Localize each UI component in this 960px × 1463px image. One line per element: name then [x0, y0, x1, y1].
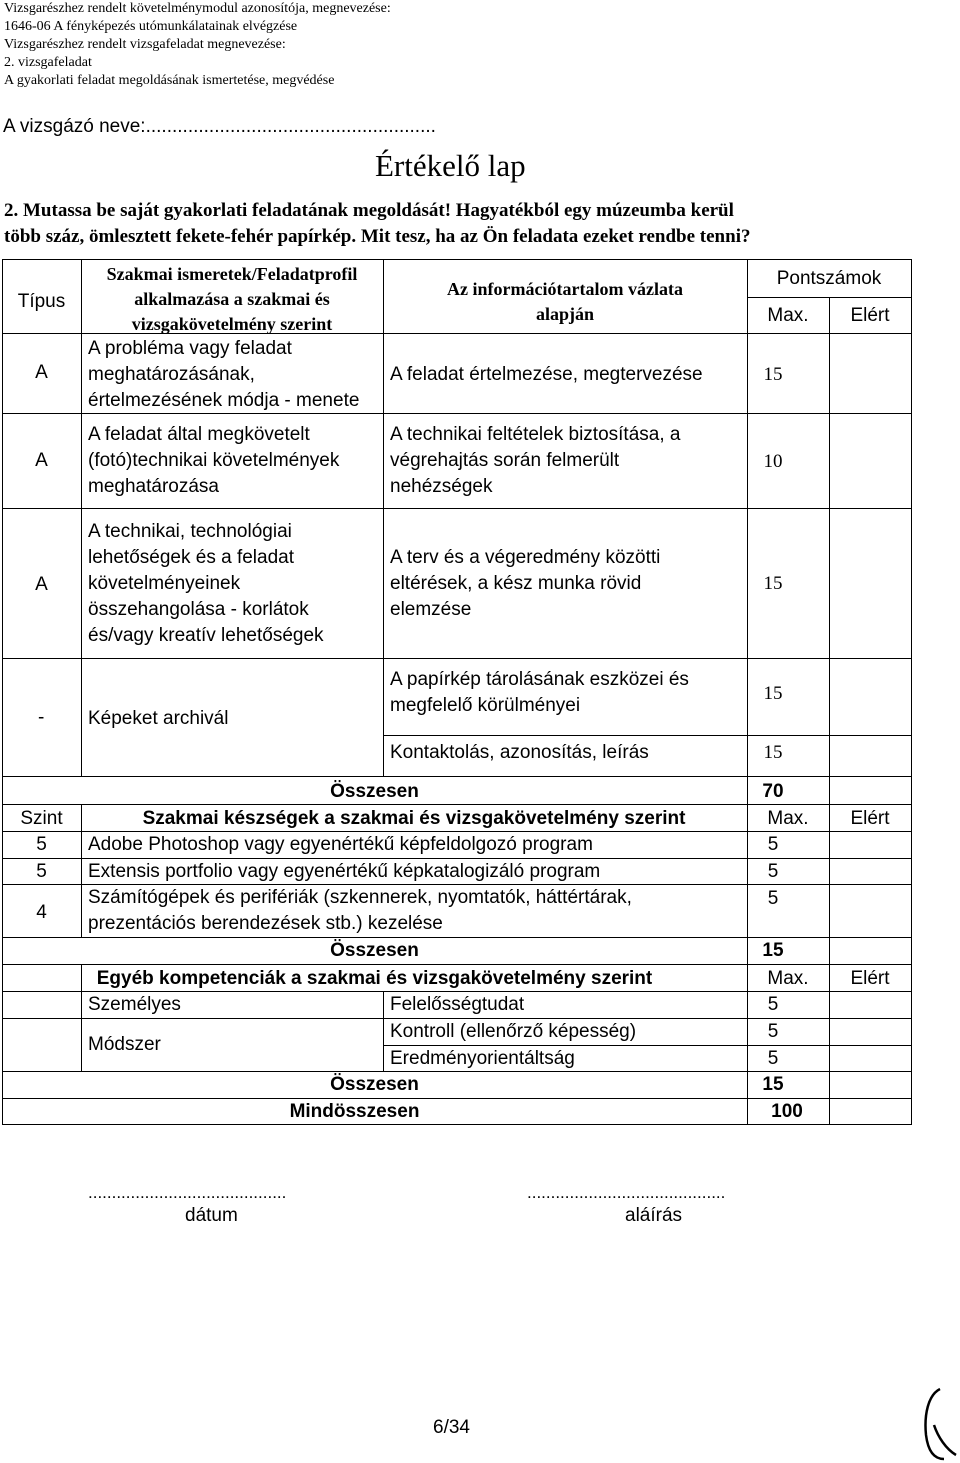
task-line-2: több száz, ömlesztett fekete-fehér papírkép. Mit tesz, ha az Ön feladata ezeket rendbe tenni? — [4, 226, 751, 247]
task-label: Vizsgarészhez rendelt vizsgafeladat megnevezése: — [4, 37, 286, 52]
row2-info: A technikai feltételek biztosítása, a végrehajtás során felmerült nehézségek — [390, 424, 681, 497]
skill1-text: Adobe Photoshop vagy egyenértékű képfeldolgozó program — [88, 834, 593, 855]
skill2-max: 5 — [767, 861, 779, 882]
row1-type: A — [35, 362, 48, 383]
row3-type: A — [35, 574, 48, 595]
date-dots: .......................................... — [88, 1183, 287, 1202]
col-header-achieved: Elért — [850, 305, 890, 326]
row3-knowledge: A technikai, technológiai lehetőségek és a feladat követelményeinek összehangolása - korlátok és/vagy kreatív lehetőségek — [88, 521, 324, 646]
subtotal-value: 70 — [762, 781, 784, 802]
module-label: Vizsgarészhez rendelt követelménymodul azonosítója, megnevezése: — [4, 1, 391, 16]
task-number: 2. vizsgafeladat — [4, 55, 92, 70]
task-name: A gyakorlati feladat megoldásának ismertetése, megvédése — [4, 73, 335, 88]
grand-total-value: 100 — [771, 1101, 803, 1122]
skills-max-header: Max. — [767, 808, 809, 829]
skills-achieved-header: Elért — [850, 808, 890, 829]
row1-info: A feladat értelmezése, megtervezése — [390, 364, 703, 385]
page-number: 6/34 — [433, 1417, 470, 1438]
row1-knowledge: A probléma vagy feladat meghatározásának, értelmezésének módja - menete — [88, 338, 360, 411]
competences-achieved-header: Elért — [850, 968, 890, 989]
grand-total-label: Mindösszesen — [289, 1101, 420, 1122]
skills-total-value: 15 — [762, 940, 784, 961]
module-name: 1646-06 A fényképezés utómunkálatainak elvégzése — [4, 19, 298, 34]
responsibility-max: 5 — [767, 994, 779, 1015]
skill2-level: 5 — [36, 861, 47, 882]
row4-max-a: 15 — [763, 683, 783, 704]
sheet-title: Értékelő lap — [375, 148, 526, 183]
row3-max: 15 — [763, 573, 783, 594]
col-header-points: Pontszámok — [776, 268, 882, 289]
method-label: Módszer — [88, 1034, 161, 1055]
signature-label: aláírás — [625, 1205, 683, 1226]
skill1-level: 5 — [36, 834, 47, 855]
result-orientation-label: Eredményorientáltság — [390, 1048, 575, 1069]
col-header-info: Az információtartalom vázlata alapján — [447, 279, 683, 324]
task-line-1: 2. Mutassa be saját gyakorlati feladatának megoldását! Hagyatékból egy múzeumba kerül — [4, 200, 734, 221]
row4-info-b: Kontaktolás, azonosítás, leírás — [390, 742, 649, 763]
signature-dots: .......................................... — [527, 1183, 726, 1202]
competences-header: Egyéb kompetenciák a szakmai és vizsgakövetelmény szerint — [96, 968, 653, 989]
examinee-name-field: A vizsgázó neve:....................................................... — [3, 116, 436, 137]
control-label: Kontroll (ellenőrző képesség) — [390, 1021, 637, 1042]
skill2-text: Extensis portfolio vagy egyenértékű képkatalogizáló program — [88, 861, 601, 882]
row2-knowledge: A feladat által megkövetelt (fotó)technikai követelmények meghatározása — [88, 424, 340, 497]
competences-max-header: Max. — [767, 968, 809, 989]
task-description — [4, 198, 904, 250]
col-header-type: Típus — [17, 291, 66, 312]
skill1-max: 5 — [767, 834, 779, 855]
skills-header: Szakmai készségek a szakmai és vizsgakövetelmény szerint — [142, 808, 686, 829]
subtotal-label: Összesen — [330, 781, 419, 802]
row2-type: A — [35, 450, 48, 471]
row2-max: 10 — [763, 451, 783, 472]
row4-type: - — [38, 707, 45, 728]
competences-total-label: Összesen — [330, 1074, 419, 1095]
col-header-knowledge: Szakmai ismeretek/Feladatprofil alkalmazása a szakmai és vizsgakövetelmény szerint — [106, 264, 358, 334]
skills-total-label: Összesen — [330, 940, 419, 961]
row4-max-b: 15 — [763, 742, 783, 763]
row3-info: A terv és a végeredmény közötti eltérések, a kész munka rövid elemzése — [390, 547, 661, 620]
responsibility-label: Felelősségtudat — [390, 994, 525, 1015]
skill3-max: 5 — [767, 888, 779, 909]
level-header: Szint — [20, 808, 63, 829]
col-header-max: Max. — [767, 305, 809, 326]
row1-max: 15 — [763, 364, 783, 385]
skill3-text: Számítógépek és perifériák (szkennerek, nyomtatók, háttértárak, prezentációs berendezések stb.) kezelése — [88, 887, 632, 934]
row4-knowledge: Képeket archivál — [88, 708, 229, 729]
skill3-level: 4 — [36, 902, 47, 923]
result-orientation-max: 5 — [767, 1048, 779, 1069]
row4-info-a: A papírkép tárolásának eszközei és megfelelő körülményei — [390, 669, 689, 716]
control-max: 5 — [767, 1021, 779, 1042]
date-label: dátum — [185, 1205, 238, 1226]
competences-total-value: 15 — [762, 1074, 784, 1095]
personal-label: Személyes — [88, 994, 181, 1015]
corner-mark-icon — [920, 1385, 960, 1463]
